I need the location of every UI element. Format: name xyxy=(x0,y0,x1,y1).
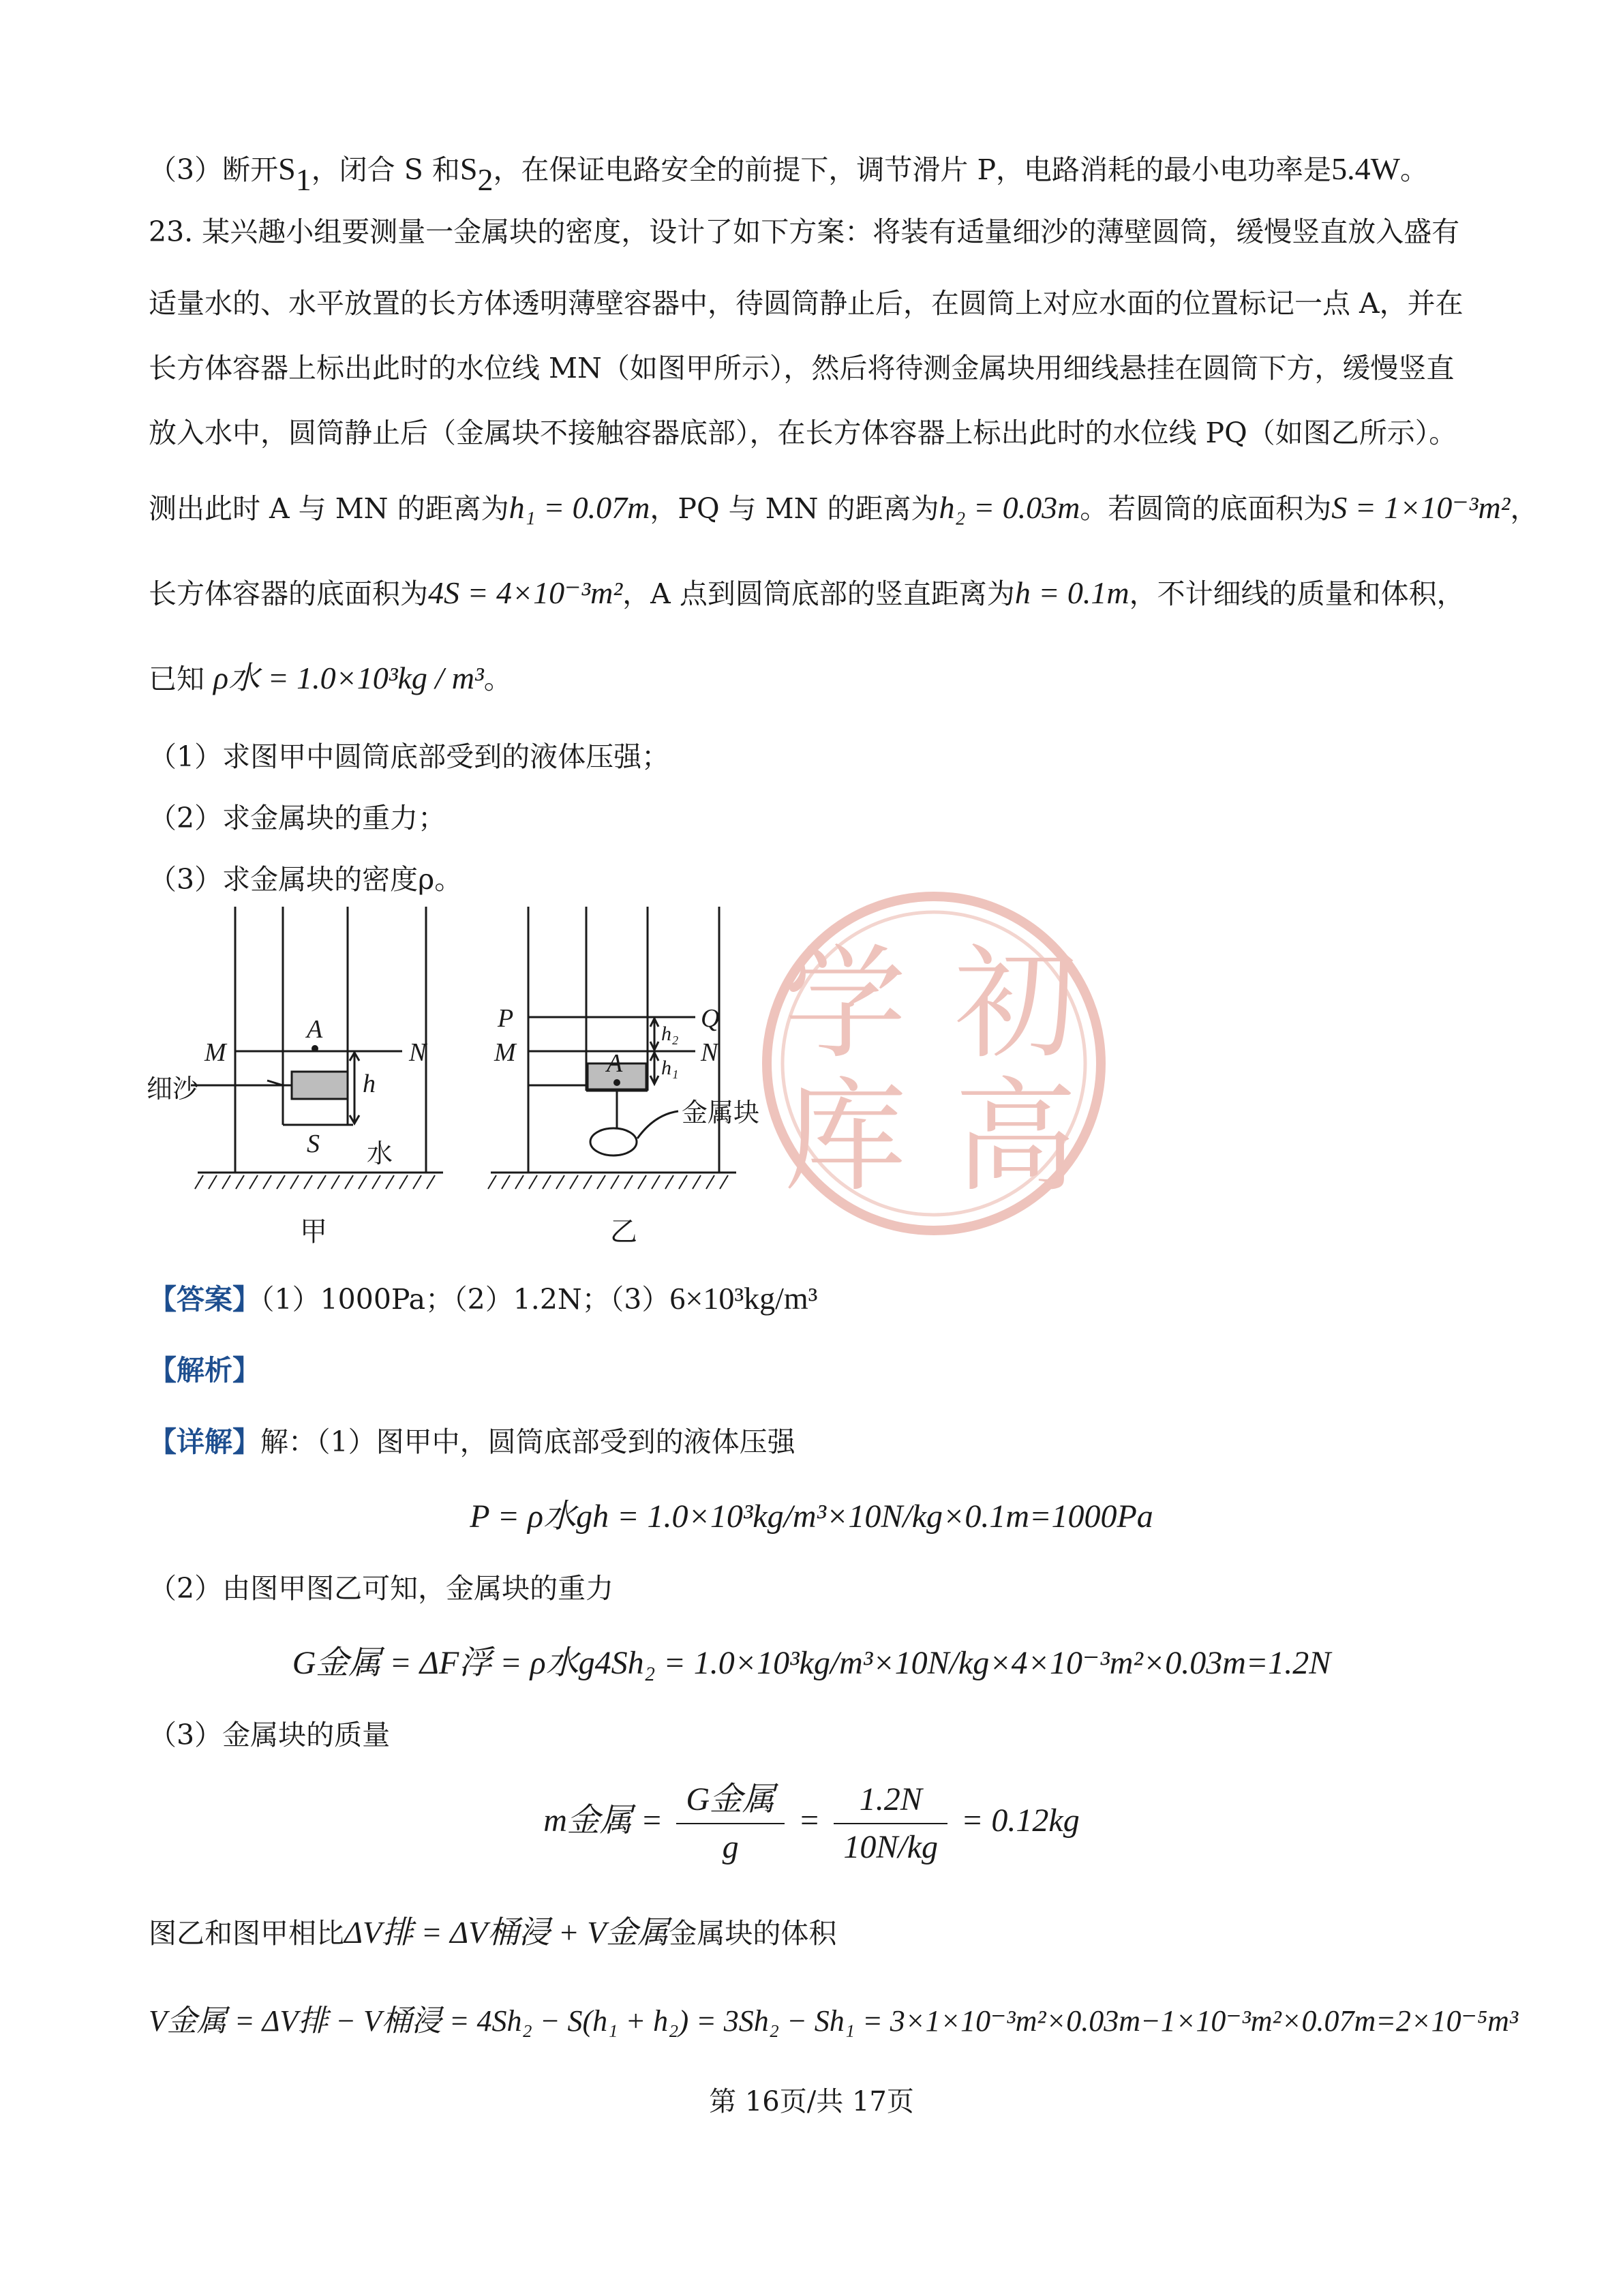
label-a-right: A xyxy=(607,1049,623,1078)
label-n-right: N xyxy=(701,1038,718,1067)
detail-part2: （2）由图甲图乙可知，金属块的重力 xyxy=(149,1572,614,1605)
question-line-2: 适量水的、水平放置的长方体透明薄壁容器中，待圆筒静止后，在圆筒上对应水面的位置标记一点 A，并在 xyxy=(149,287,1463,320)
volume-relation: ΔV排 = ΔV桶浸 + V金属 xyxy=(344,1915,669,1950)
label-p-right: P xyxy=(498,1004,514,1033)
label-a-left: A xyxy=(307,1015,323,1044)
label-sand: 细沙 xyxy=(147,1075,199,1104)
sub-question-3: （3）求金属块的密度ρ。 xyxy=(149,863,463,896)
question-line-6: 长方体容器的底面积为4S = 4×10⁻³m²，A 点到圆筒底部的竖直距离为h = 0.1m，不计细线的质量和体积， xyxy=(149,575,1465,610)
watermark-char-1: 学 xyxy=(783,933,907,1076)
label-water: 水 xyxy=(367,1140,393,1168)
experiment-figure xyxy=(147,900,866,1282)
question-line-7: 已知 ρ水 = 1.0×10³kg / m³。 xyxy=(149,661,512,695)
answer-density: 6×10³kg/m³ xyxy=(669,1281,818,1316)
question-line-1: 23. 某兴趣小组要测量一金属块的密度，设计了如下方案：将装有适量细沙的薄壁圆筒，缓慢竖直放入盛有 xyxy=(149,215,1460,248)
fraction-g-over-g: $\frac{\text{G金属}}{g}$ xyxy=(676,1779,785,1868)
caption-right: 乙 xyxy=(610,1216,637,1247)
comparison-line: 图乙和图甲相比ΔV排 = ΔV桶浸 + V金属金属块的体积 xyxy=(149,1915,837,1950)
equation-mass: m金属 = $\frac{\text{G金属}}{g}$ = $\frac{1.2N}{10N/kg}$ = 0.12kg xyxy=(0,1779,1623,1868)
equation-pressure: P = ρ水gh = 1.0×10³kg/m³×10N/kg×0.1m=1000Pa xyxy=(470,1498,1153,1535)
h1-given: h₁ = 0.07m xyxy=(509,490,650,525)
question-line-4: 放入水中，圆筒静止后（金属块不接触容器底部），在长方体容器上标出此时的水位线 PQ（如图乙所示）。 xyxy=(149,417,1457,449)
detail-label: 【详解】 xyxy=(149,1425,260,1458)
s-given: S = 1×10⁻³m² xyxy=(1331,490,1511,525)
watermark-char-4: 高 xyxy=(954,1066,1078,1209)
label-h2-right: h₂ xyxy=(661,1023,679,1045)
label-s-left: S xyxy=(307,1130,320,1158)
4s-given: 4S = 4×10⁻³m² xyxy=(428,575,623,610)
label-h1-right: h₁ xyxy=(661,1057,679,1079)
watermark-char-3: 库 xyxy=(783,1066,907,1209)
prev-question-part3: （3）断开$S_1$，闭合 S 和$S_2$，在保证电路安全的前提下，调节滑片 P，电路消耗的最小电功率是5.4W。 xyxy=(149,151,1428,198)
question-line-5: 测出此时 A 与 MN 的距离为h₁ = 0.07m，PQ 与 MN 的距离为h₂ = 0.03m。若圆筒的底面积为S = 1×10⁻³m²， xyxy=(149,490,1538,525)
h-given: h = 0.1m xyxy=(1014,575,1129,610)
detail-part3: （3）金属块的质量 xyxy=(149,1719,391,1751)
h2-given: h₂ = 0.03m xyxy=(939,490,1080,525)
fraction-values: $\frac{1.2N}{10N/kg}$ xyxy=(834,1779,947,1868)
label-block: 金属块 xyxy=(682,1099,760,1128)
rho-water-given: ρ水 = 1.0×10³kg / m³ xyxy=(213,661,484,695)
question-line-3: 长方体容器上标出此时的水位线 MN（如图甲所示），然后将待测金属块用细线悬挂在圆筒下方，缓慢竖直 xyxy=(149,352,1455,384)
sub-question-1: （1）求图甲中圆筒底部受到的液体压强； xyxy=(149,740,670,773)
label-q-right: Q xyxy=(701,1004,720,1033)
label-h-left: h xyxy=(363,1070,376,1098)
watermark-char-2: 初 xyxy=(954,933,1078,1076)
analysis-label: 【解析】 xyxy=(149,1354,260,1387)
label-n-left: N xyxy=(409,1038,427,1067)
sub-question-2: （2）求金属块的重力； xyxy=(149,802,446,834)
answer-label: 【答案】 xyxy=(149,1283,260,1316)
equation-weight: G金属 = ΔF浮 = ρ水g4Sh₂ = 1.0×10³kg/m³×10N/kg×4×10⁻³m²×0.03m=1.2N xyxy=(292,1645,1331,1681)
detail-intro: 【详解】解：（1）图甲中，圆筒底部受到的液体压强 xyxy=(149,1425,795,1458)
label-m-left: M xyxy=(204,1038,226,1067)
caption-left: 甲 xyxy=(300,1216,327,1247)
answer-line: 【答案】（1）1000Pa；（2）1.2N；（3）6×10³kg/m³ xyxy=(149,1281,818,1316)
page-footer: 第 16页/共 17页 xyxy=(709,2086,914,2117)
equation-volume: V金属 = ΔV排 − V桶浸 = 4Sh₂ − S(h₁ + h₂) = 3Sh₂ − Sh₁ = 3×1×10⁻³m²×0.03m−1×10⁻³m²×0.07m=2×10⁻⁵m³ xyxy=(149,2004,1519,2038)
label-m-right: M xyxy=(494,1038,516,1067)
